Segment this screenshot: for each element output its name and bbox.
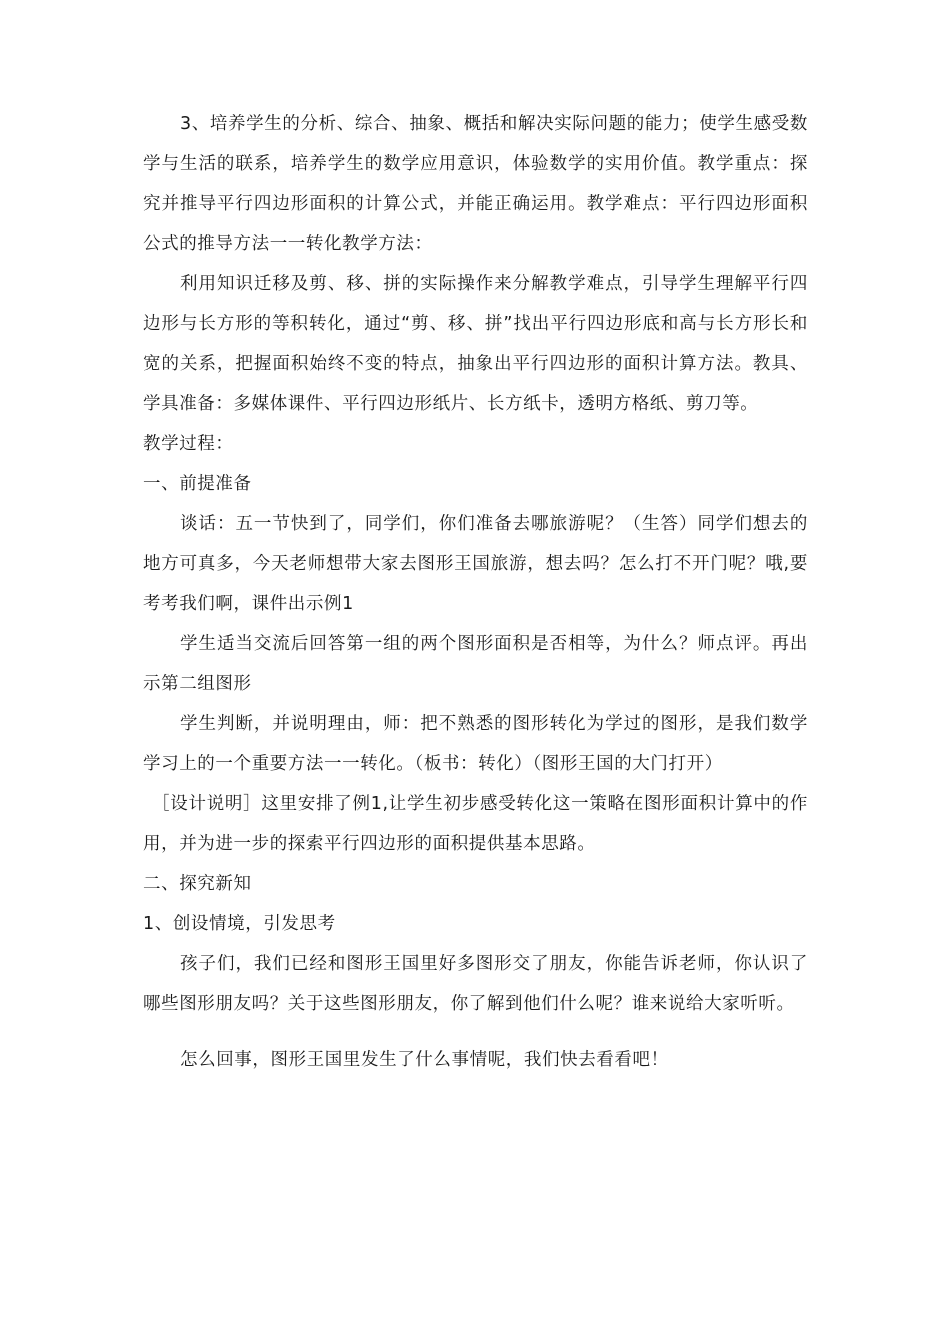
paragraph-teaching-method: 利用知识迁移及剪、移、拼的实际操作来分解教学难点，引导学生理解平行四边形与长方形的等积转化，通过“剪、移、拼”找出平行四边形底和高与长方形长和宽的关系，把握面积始终不变的特点，抽象出平行四边形的面积计算方法。教具、学具准备：多媒体课件、平行四边形纸片、长方纸卡，透明方格纸、剪刀等。 (143, 274, 808, 414)
heading-teaching-process: 教学过程： (143, 434, 234, 454)
paragraph-children: 孩子们，我们已经和图形王国里好多图形交了朋友，你能告诉老师，你认识了哪些图形朋友吗？关于这些图形朋友，你了解到他们什么呢？谁来说给大家听听。 (143, 954, 808, 1014)
heading-subsection-1: 1、创设情境，引发思考 (143, 914, 336, 934)
paragraph-objectives: 3、培养学生的分析、综合、抽象、概括和解决实际问题的能力；使学生感受数学与生活的联系，培养学生的数学应用意识，体验数学的实用价值。教学重点：探究并推导平行四边形面积的计算公式，并能正确运用。教学难点：平行四边形面积公式的推导方法一一转化教学方法： (143, 114, 808, 254)
heading-section-2: 二、探究新知 (143, 874, 252, 894)
paragraph-design-note: ［设计说明］这里安排了例1,让学生初步感受转化这一策略在图形面积计算中的作用，并为进一步的探索平行四边形的面积提供基本思路。 (143, 794, 808, 854)
document-page (143, 104, 808, 1080)
heading-section-1: 一、前提准备 (143, 474, 252, 494)
paragraph-student-exchange: 学生适当交流后回答第一组的两个图形面积是否相等，为什么？师点评。再出示第二组图形 (143, 634, 808, 694)
paragraph-what-happened: 怎么回事，图形王国里发生了什么事情呢，我们快去看看吧！ (180, 1050, 669, 1070)
paragraph-conversation: 谈话：五一节快到了，同学们，你们准备去哪旅游呢？（生答）同学们想去的地方可真多，今天老师想带大家去图形王国旅游，想去吗？怎么打不开门呢？哦,要考考我们啊，课件出示例1 (143, 514, 808, 614)
paragraph-student-judgment: 学生判断，并说明理由，师：把不熟悉的图形转化为学过的图形，是我们数学学习上的一个重要方法一一转化。（板书：转化）（图形王国的大门打开） (143, 714, 808, 774)
